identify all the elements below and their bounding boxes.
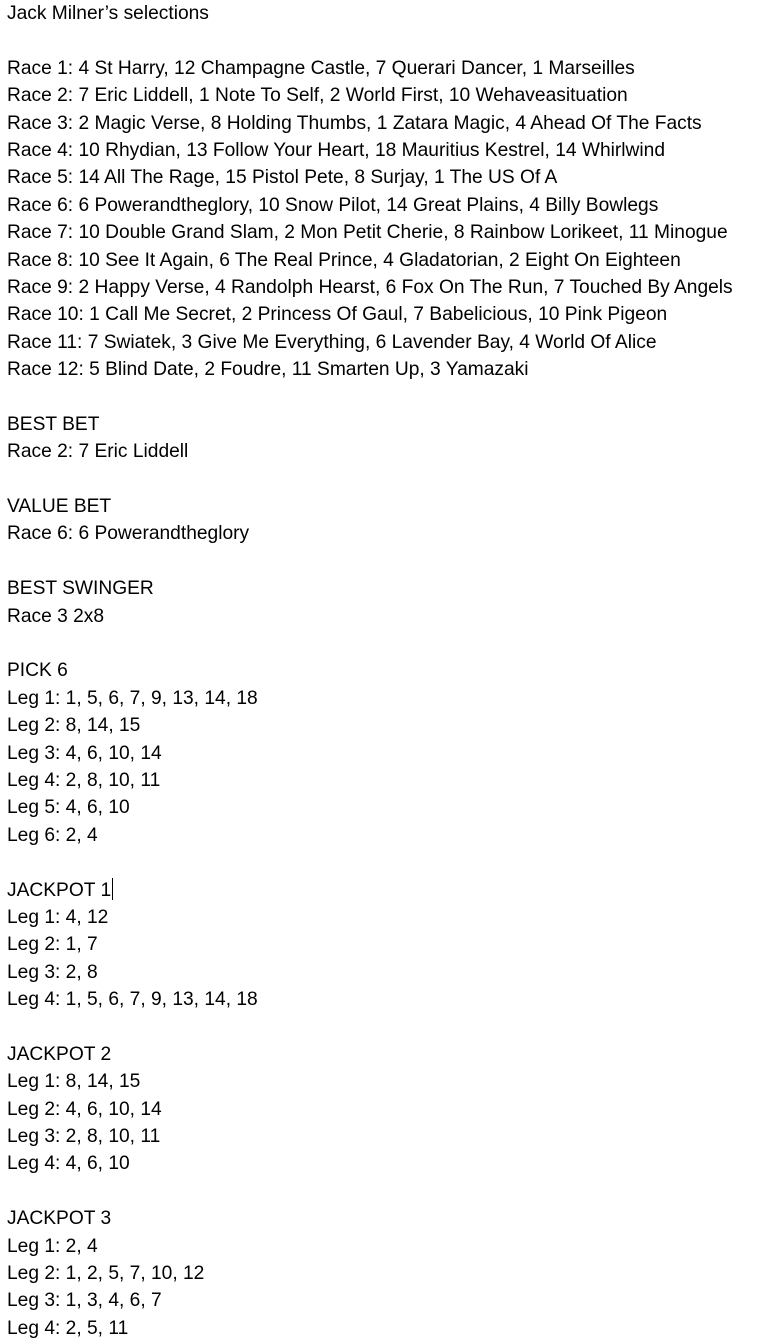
document-body[interactable]	[7, 0, 774, 1342]
leg-line: Leg 4: 2, 8, 10, 11	[7, 769, 161, 791]
blank-line	[7, 1178, 774, 1205]
race-line: Race 7: 10 Double Grand Slam, 2 Mon Petit Cherie, 8 Rainbow Lorikeet, 11 Minogue	[7, 222, 728, 244]
pick6-heading: PICK 6	[7, 660, 68, 682]
race-line: Race 8: 10 See It Again, 6 The Real Prince, 4 Gladatorian, 2 Eight On Eighteen	[7, 249, 681, 271]
blank-line	[7, 548, 774, 575]
jackpot3-section	[7, 1205, 774, 1342]
race-line: Race 12: 5 Blind Date, 2 Foudre, 11 Smarten Up, 3 Yamazaki	[7, 359, 529, 381]
blank-line	[7, 466, 774, 493]
leg-line: Leg 2: 1, 7	[7, 934, 98, 956]
race-line: Race 5: 14 All The Rage, 15 Pistol Pete, 8 Surjay, 1 The US Of A	[7, 167, 558, 189]
leg-line: Leg 4: 1, 5, 6, 7, 9, 13, 14, 18	[7, 989, 258, 1011]
value-bet-text: Race 6: 6 Powerandtheglory	[7, 523, 250, 545]
leg-line: Leg 2: 4, 6, 10, 14	[7, 1098, 162, 1120]
best-bet-text: Race 2: 7 Eric Liddell	[7, 441, 189, 463]
best-bet-heading: BEST BET	[7, 413, 100, 435]
race-line: Race 2: 7 Eric Liddell, 1 Note To Self, 2 World First, 10 Wehaveasituation	[7, 85, 628, 107]
blank-line	[7, 27, 774, 54]
document-title: Jack Milner’s selections	[7, 3, 209, 24]
blank-line	[7, 630, 774, 657]
leg-line: Leg 2: 1, 2, 5, 7, 10, 12	[7, 1262, 205, 1284]
pick6-section	[7, 657, 774, 849]
race-line: Race 11: 7 Swiatek, 3 Give Me Everything, 6 Lavender Bay, 4 World Of Alice	[7, 331, 657, 353]
race-line: Race 4: 10 Rhydian, 13 Follow Your Heart, 18 Mauritius Kestrel, 14 Whirlwind	[7, 139, 666, 161]
leg-line: Leg 1: 8, 14, 15	[7, 1071, 141, 1093]
race-line: Race 1: 4 St Harry, 12 Champagne Castle, 7 Querari Dancer, 1 Marseilles	[7, 57, 635, 79]
jackpot2-section	[7, 1041, 774, 1178]
race-line: Race 9: 2 Happy Verse, 4 Randolph Hearst, 6 Fox On The Run, 7 Touched By Angels	[7, 276, 733, 298]
leg-line: Leg 2: 8, 14, 15	[7, 715, 141, 737]
jackpot1-section	[7, 877, 774, 1014]
leg-line: Leg 1: 1, 5, 6, 7, 9, 13, 14, 18	[7, 687, 258, 709]
leg-line: Leg 3: 2, 8	[7, 961, 98, 983]
leg-line: Leg 3: 1, 3, 4, 6, 7	[7, 1290, 162, 1312]
jackpot3-heading: JACKPOT 3	[7, 1208, 112, 1230]
blank-line	[7, 1013, 774, 1040]
value-bet-heading: VALUE BET	[7, 496, 112, 518]
best-swinger-section	[7, 575, 774, 630]
best-swinger-text: Race 3 2x8	[7, 605, 105, 627]
jackpot1-heading: JACKPOT 1	[7, 879, 112, 901]
race-line: Race 6: 6 Powerandtheglory, 10 Snow Pilot, 14 Great Plains, 4 Billy Bowlegs	[7, 194, 659, 216]
blank-line	[7, 383, 774, 410]
best-swinger-heading: BEST SWINGER	[7, 578, 154, 600]
text-cursor	[112, 878, 113, 900]
jackpot1-heading-line	[7, 877, 774, 904]
leg-line: Leg 6: 2, 4	[7, 824, 98, 846]
race-line: Race 10: 1 Call Me Secret, 2 Princess Of Gaul, 7 Babelicious, 10 Pink Pigeon	[7, 304, 668, 326]
race-selections	[7, 55, 774, 384]
leg-line: Leg 3: 4, 6, 10, 14	[7, 742, 162, 764]
value-bet-section	[7, 493, 774, 548]
race-line: Race 3: 2 Magic Verse, 8 Holding Thumbs, 1 Zatara Magic, 4 Ahead Of The Facts	[7, 112, 702, 134]
leg-line: Leg 1: 4, 12	[7, 906, 109, 928]
leg-line: Leg 4: 2, 5, 11	[7, 1317, 129, 1339]
leg-line: Leg 5: 4, 6, 10	[7, 797, 130, 819]
leg-line: Leg 1: 2, 4	[7, 1235, 98, 1257]
blank-line	[7, 849, 774, 876]
best-bet-section	[7, 411, 774, 466]
leg-line: Leg 4: 4, 6, 10	[7, 1153, 130, 1175]
leg-line: Leg 3: 2, 8, 10, 11	[7, 1126, 161, 1148]
jackpot2-heading: JACKPOT 2	[7, 1043, 112, 1065]
